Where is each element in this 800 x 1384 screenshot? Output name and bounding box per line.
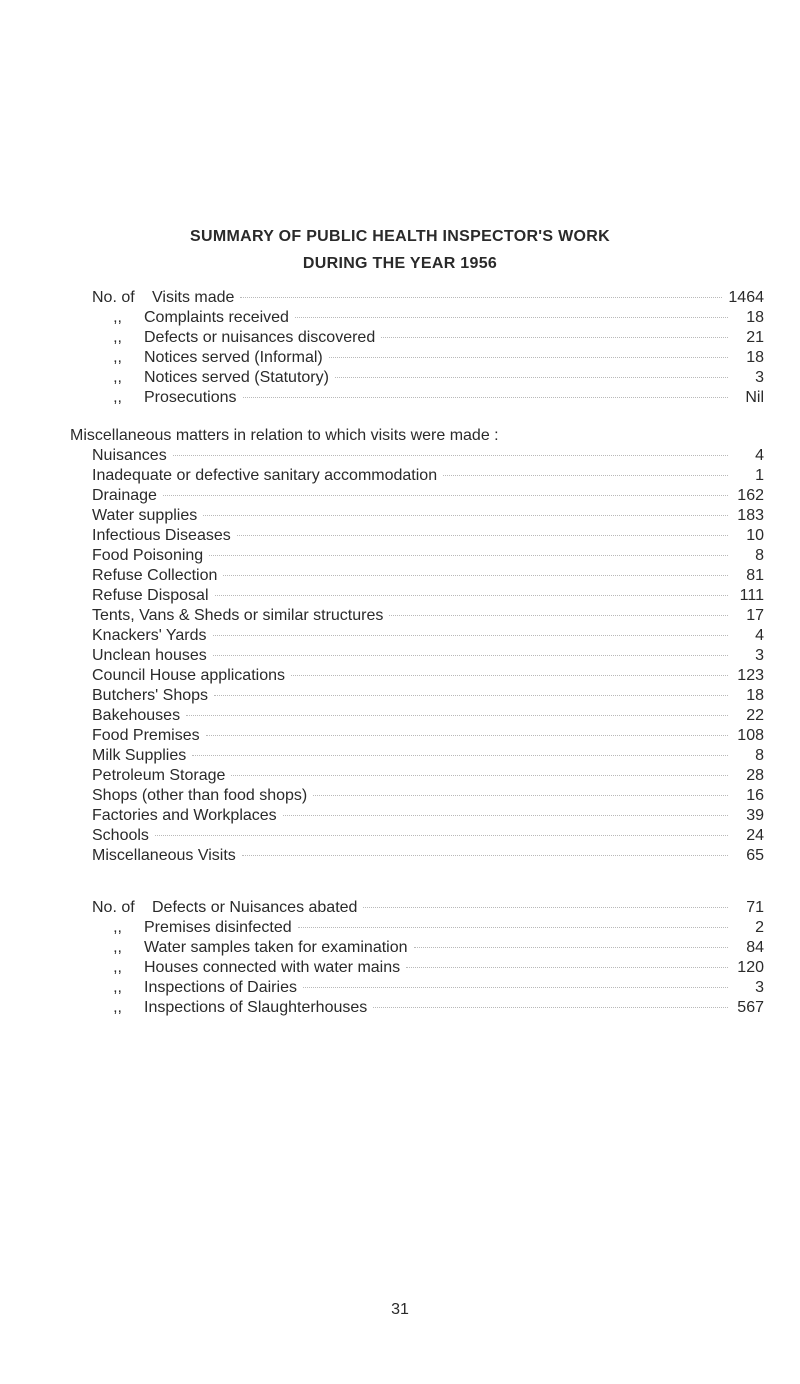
- leader-dots: [192, 755, 728, 756]
- leader-dots: [206, 735, 728, 736]
- leader-dots: [231, 775, 728, 776]
- row-label: Drainage: [92, 487, 157, 504]
- leader-dots: [203, 515, 728, 516]
- leader-dots: [186, 715, 728, 716]
- row-value: 108: [737, 727, 764, 744]
- row-value: 3: [755, 369, 764, 386]
- row-label: Inadequate or defective sanitary accommodation: [92, 467, 438, 484]
- row-label: Bakehouses: [92, 707, 181, 724]
- section-heading: Miscellaneous matters in relation to which visits were made :: [70, 427, 499, 444]
- row-label: Defects or Nuisances abated: [152, 899, 358, 916]
- row-value: 3: [755, 647, 764, 664]
- ditto-mark: ,,: [113, 389, 122, 406]
- row-label: Schools: [92, 827, 149, 844]
- row-prefix: No. of: [92, 899, 135, 916]
- list-item: [92, 566, 764, 586]
- list-item: [92, 646, 764, 666]
- row-label: Visits made: [152, 289, 235, 306]
- row-label: Infectious Diseases: [92, 527, 231, 544]
- page-title: SUMMARY OF PUBLIC HEALTH INSPECTOR'S WORK: [190, 228, 610, 245]
- ditto-mark: ,,: [113, 329, 122, 346]
- row-value: 65: [746, 847, 764, 864]
- ditto-mark: ,,: [113, 979, 122, 996]
- row-prefix: No. of: [92, 289, 135, 306]
- summary-row: [92, 978, 764, 998]
- row-label: Water samples taken for examination: [144, 939, 408, 956]
- leader-dots: [298, 927, 728, 928]
- summary-row: [92, 328, 764, 348]
- row-label: Factories and Workplaces: [92, 807, 277, 824]
- page-number: 31: [391, 1301, 409, 1318]
- row-label: Houses connected with water mains: [144, 959, 401, 976]
- list-item: [92, 666, 764, 686]
- row-value: 18: [746, 349, 764, 366]
- row-label: Food Premises: [92, 727, 200, 744]
- row-value: 4: [755, 447, 764, 464]
- row-value: 4: [755, 627, 764, 644]
- row-label: Water supplies: [92, 507, 198, 524]
- leader-dots: [242, 855, 728, 856]
- summary-row: [92, 898, 764, 918]
- row-label: Notices served (Statutory): [144, 369, 329, 386]
- miscellaneous-list: [92, 446, 764, 866]
- row-value: 28: [746, 767, 764, 784]
- list-item: [92, 726, 764, 746]
- summary-row: [92, 938, 764, 958]
- leader-dots: [406, 967, 728, 968]
- leader-dots: [335, 377, 728, 378]
- row-label: Tents, Vans & Sheds or similar structures: [92, 607, 384, 624]
- ditto-mark: ,,: [113, 939, 122, 956]
- row-value: 567: [737, 999, 764, 1016]
- list-item: [92, 526, 764, 546]
- defects-summary-section: [92, 898, 764, 1018]
- leader-dots: [209, 555, 728, 556]
- row-label: Refuse Disposal: [92, 587, 209, 604]
- leader-dots: [373, 1007, 728, 1008]
- list-item: [92, 546, 764, 566]
- row-value: 120: [737, 959, 764, 976]
- list-item: [92, 466, 764, 486]
- list-item: [92, 486, 764, 506]
- leader-dots: [213, 655, 728, 656]
- summary-row: [92, 288, 764, 308]
- row-label: Unclean houses: [92, 647, 207, 664]
- page-subtitle: DURING THE YEAR 1956: [302, 255, 498, 272]
- leader-dots: [237, 535, 728, 536]
- summary-row: [92, 368, 764, 388]
- summary-row: [92, 998, 764, 1018]
- leader-dots: [363, 907, 728, 908]
- row-label: Milk Supplies: [92, 747, 187, 764]
- row-label: Miscellaneous Visits: [92, 847, 236, 864]
- ditto-mark: ,,: [113, 919, 122, 936]
- row-label: Council House applications: [92, 667, 285, 684]
- leader-dots: [291, 675, 728, 676]
- leader-dots: [215, 595, 729, 596]
- row-value: 18: [746, 687, 764, 704]
- miscellaneous-section: [70, 426, 764, 866]
- leader-dots: [389, 615, 728, 616]
- leader-dots: [213, 635, 728, 636]
- row-value: 21: [746, 329, 764, 346]
- row-label: Notices served (Informal): [144, 349, 323, 366]
- leader-dots: [283, 815, 728, 816]
- list-item: [92, 846, 764, 866]
- row-value: 81: [746, 567, 764, 584]
- ditto-mark: ,,: [113, 369, 122, 386]
- summary-row: [92, 348, 764, 368]
- row-value: 8: [755, 547, 764, 564]
- row-value: 24: [746, 827, 764, 844]
- leader-dots: [214, 695, 728, 696]
- leader-dots: [303, 987, 728, 988]
- row-value: 71: [746, 899, 764, 916]
- row-value: 84: [746, 939, 764, 956]
- row-value: 18: [746, 309, 764, 326]
- summary-row: [92, 958, 764, 978]
- row-value: 2: [755, 919, 764, 936]
- row-value: 3: [755, 979, 764, 996]
- list-item: [92, 806, 764, 826]
- leader-dots: [155, 835, 728, 836]
- row-label: Inspections of Dairies: [144, 979, 297, 996]
- summary-row: [92, 388, 764, 408]
- list-item: [92, 706, 764, 726]
- leader-dots: [240, 297, 722, 298]
- row-value: 162: [737, 487, 764, 504]
- row-label: Complaints received: [144, 309, 289, 326]
- row-value: 16: [746, 787, 764, 804]
- row-value: 183: [737, 507, 764, 524]
- row-label: Prosecutions: [144, 389, 237, 406]
- list-item: [92, 446, 764, 466]
- ditto-mark: ,,: [113, 999, 122, 1016]
- row-value: 111: [739, 587, 764, 604]
- list-item: [92, 686, 764, 706]
- visits-summary-section: [92, 288, 764, 408]
- row-value: 123: [737, 667, 764, 684]
- row-value: 17: [746, 607, 764, 624]
- row-value: 8: [755, 747, 764, 764]
- row-label: Petroleum Storage: [92, 767, 226, 784]
- list-item: [92, 506, 764, 526]
- row-label: Knackers' Yards: [92, 627, 207, 644]
- ditto-mark: ,,: [113, 959, 122, 976]
- row-label: Food Poisoning: [92, 547, 204, 564]
- list-item: [92, 826, 764, 846]
- list-item: [92, 746, 764, 766]
- list-item: [92, 766, 764, 786]
- row-value: 10: [746, 527, 764, 544]
- leader-dots: [414, 947, 728, 948]
- summary-row: [92, 308, 764, 328]
- row-value: 1464: [728, 289, 764, 306]
- list-item: [92, 786, 764, 806]
- leader-dots: [163, 495, 728, 496]
- ditto-mark: ,,: [113, 309, 122, 326]
- leader-dots: [313, 795, 728, 796]
- row-value: 22: [746, 707, 764, 724]
- leader-dots: [223, 575, 728, 576]
- list-item: [92, 586, 764, 606]
- row-value: Nil: [745, 389, 764, 406]
- leader-dots: [443, 475, 728, 476]
- ditto-mark: ,,: [113, 349, 122, 366]
- leader-dots: [329, 357, 728, 358]
- leader-dots: [243, 397, 729, 398]
- list-item: [92, 626, 764, 646]
- row-label: Inspections of Slaughterhouses: [144, 999, 368, 1016]
- leader-dots: [295, 317, 728, 318]
- row-label: Refuse Collection: [92, 567, 218, 584]
- list-item: [92, 606, 764, 626]
- row-label: Defects or nuisances discovered: [144, 329, 376, 346]
- leader-dots: [381, 337, 728, 338]
- row-label: Shops (other than food shops): [92, 787, 308, 804]
- leader-dots: [173, 455, 728, 456]
- row-label: Butchers' Shops: [92, 687, 209, 704]
- row-label: Nuisances: [92, 447, 167, 464]
- row-value: 1: [755, 467, 764, 484]
- row-value: 39: [746, 807, 764, 824]
- row-label: Premises disinfected: [144, 919, 292, 936]
- summary-row: [92, 918, 764, 938]
